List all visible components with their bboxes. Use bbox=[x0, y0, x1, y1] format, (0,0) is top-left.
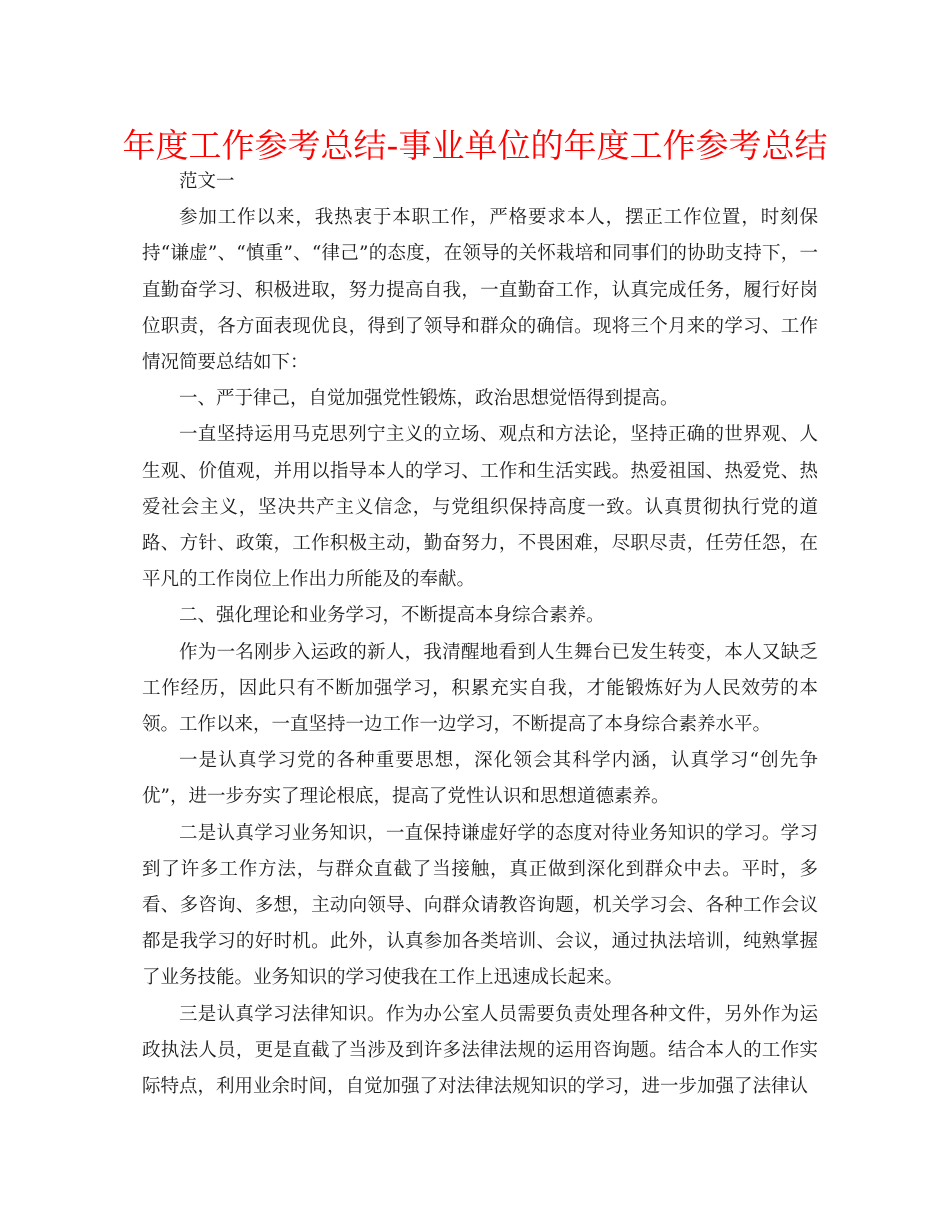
paragraph-intro: 参加工作以来，我热衷于本职工作，严格要求本人，摆正工作位置，时刻保持“谦虚”、“慎重”、“律己”的态度，在领导的关怀栽培和同事们的协助支持下，一直勤奋学习、积极进取，努力提高自我，一直勤奋工作，认真完成任务，履行好岗位职责，各方面表现优良，得到了领导和群众的确信。现将三个月来的学习、工作情况简要总结如下： bbox=[142, 207, 818, 374]
paragraph-point-1: 一是认真学习党的各种重要思想，深化领会其科学内涵，认真学习“创先争优”，进一步夯实了理论根底，提高了党性认识和思想道德素养。 bbox=[142, 750, 818, 808]
document-title: 年度工作参考总结-事业单位的年度工作参考总结 bbox=[122, 126, 828, 165]
paragraph-section-2: 作为一名刚步入运政的新人，我清醒地看到人生舞台已发生转变，本人又缺乏工作经历，因此只有不断加强学习，积累充实自我，才能锻炼好为人民效劳的本领。工作以来，一直坚持一边工作一边学习，不断提高了本身综合素养水平。 bbox=[142, 641, 818, 736]
paragraph-heading-sample: 范文一 bbox=[179, 171, 235, 192]
section-heading-2: 二、强化理论和业务学习，不断提高本身综合素养。 bbox=[179, 605, 605, 627]
paragraph-section-1: 一直坚持运用马克思列宁主义的立场、观点和方法论，坚持正确的世界观、人生观、价值观，并用以指导本人的学习、工作和生活实践。热爱祖国、热爱党、热爱社会主义，坚决共产主义信念，与党组织保持高度一致。认真贯彻执行党的道路、方针、政策，工作积极主动，勤奋努力，不畏困难，尽职尽责，任劳任怨，在平凡的工作岗位上作出力所能及的奉献。 bbox=[142, 424, 818, 591]
paragraph-point-2: 二是认真学习业务知识，一直保持谦虚好学的态度对待业务知识的学习。学习到了许多工作方法，与群众直截了当接触，真正做到深化到群众中去。平时，多看、多咨询、多想，主动向领导、向群众请教咨询题，机关学习会、各种工作会议都是我学习的好时机。此外，认真参加各类培训、会议，通过执法培训，纯熟掌握了业务技能。业务知识的学习使我在工作上迅速成长起来。 bbox=[142, 822, 818, 989]
paragraph-point-3: 三是认真学习法律知识。作为办公室人员需要负责处理各种文件，另外作为运政执法人员，更是直截了当涉及到许多法律法规的运用咨询题。结合本人的工作实际特点，利用业余时间，自觉加强了对法律法规知识的学习，进一步加强了法律认 bbox=[142, 1003, 818, 1098]
document-body bbox=[142, 164, 818, 1105]
section-heading-1: 一、严于律己，自觉加强党性锻炼，政治思想觉悟得到提高。 bbox=[179, 388, 679, 410]
